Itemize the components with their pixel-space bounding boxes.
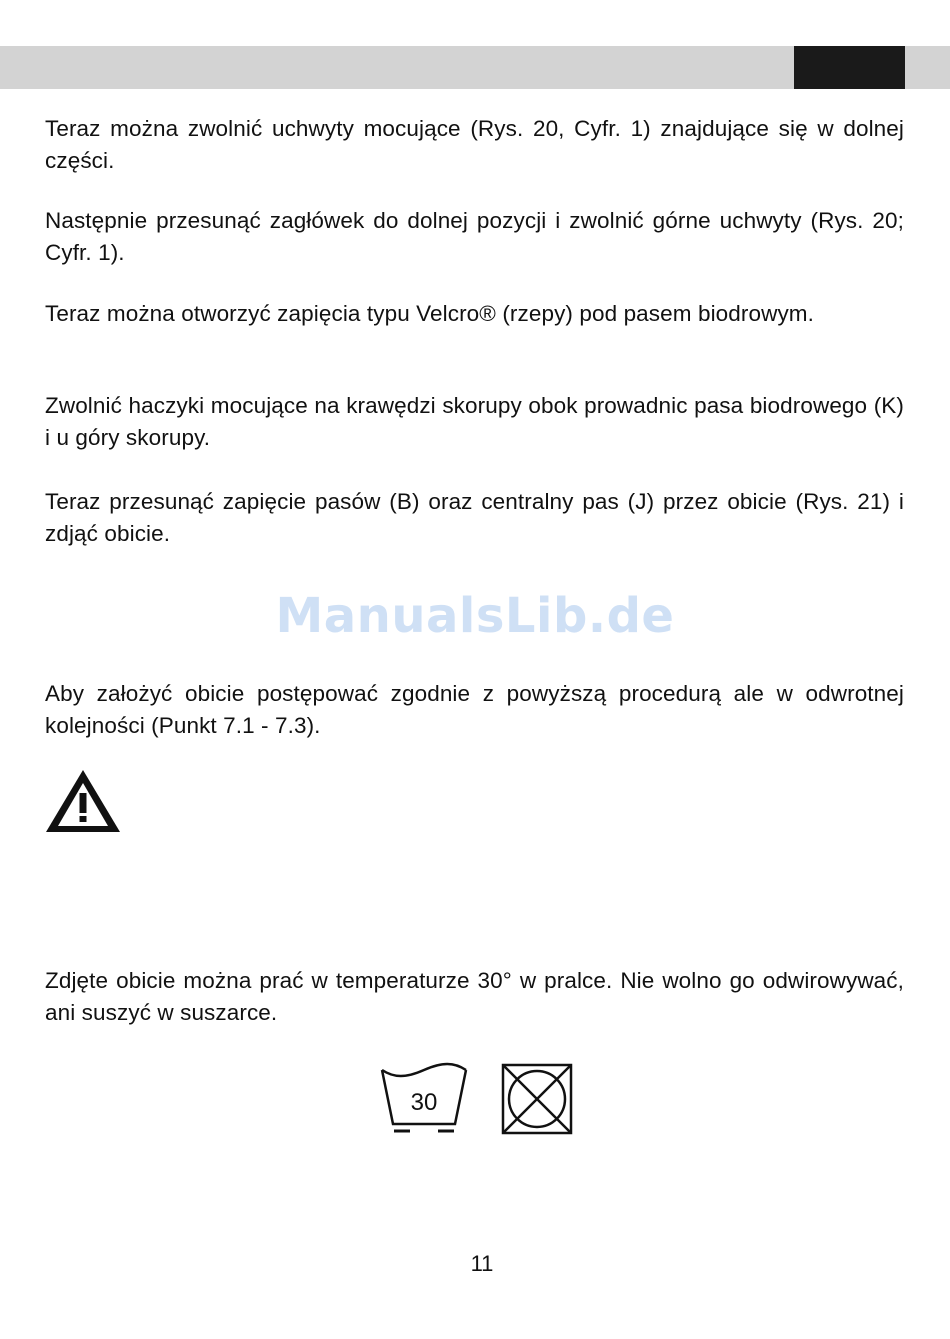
watermark: ManualsLib.de bbox=[275, 588, 675, 644]
paragraph-move-headrest: Następnie przesunąć zagłówek do dolnej pozycji i zwolnić górne uchwyty (Rys. 20; Cyfr. 1). bbox=[45, 208, 904, 265]
page-number: 11 bbox=[470, 1251, 494, 1276]
wash-30-icon bbox=[378, 1062, 470, 1136]
paragraph-remove-cover: Teraz przesunąć zapięcie pasów (B) oraz centralny pas (J) przez obicie (Rys. 21) i zdjąć obicie. bbox=[45, 489, 904, 546]
paragraph-washing-instructions: Zdjęte obicie można prać w temperaturze 30° w pralce. Nie wolno go odwirowywać, ani suszyć w suszarce. bbox=[45, 968, 904, 1025]
paragraph-refit-cover: Aby założyć obicie postępować zgodnie z powyższą procedurą ale w odwrotnej kolejności (Punkt 7.1 - 7.3). bbox=[45, 681, 904, 738]
header-tab-block bbox=[794, 46, 905, 89]
paragraph-release-lower-clips: Teraz można zwolnić uchwyty mocujące (Rys. 20, Cyfr. 1) znajdujące się w dolnej części. bbox=[45, 116, 904, 173]
wash-temperature-label: 30 bbox=[410, 1089, 438, 1116]
paragraph-open-velcro: Teraz można otworzyć zapięcia typu Velcro® (rzepy) pod pasem biodrowym. bbox=[45, 301, 814, 326]
paragraph-release-hooks: Zwolnić haczyki mocujące na krawędzi skorupy obok prowadnic pasa biodrowego (K) i u góry skorupy. bbox=[45, 393, 904, 450]
warning-triangle-icon bbox=[44, 768, 122, 834]
no-tumble-dry-icon bbox=[500, 1062, 574, 1136]
